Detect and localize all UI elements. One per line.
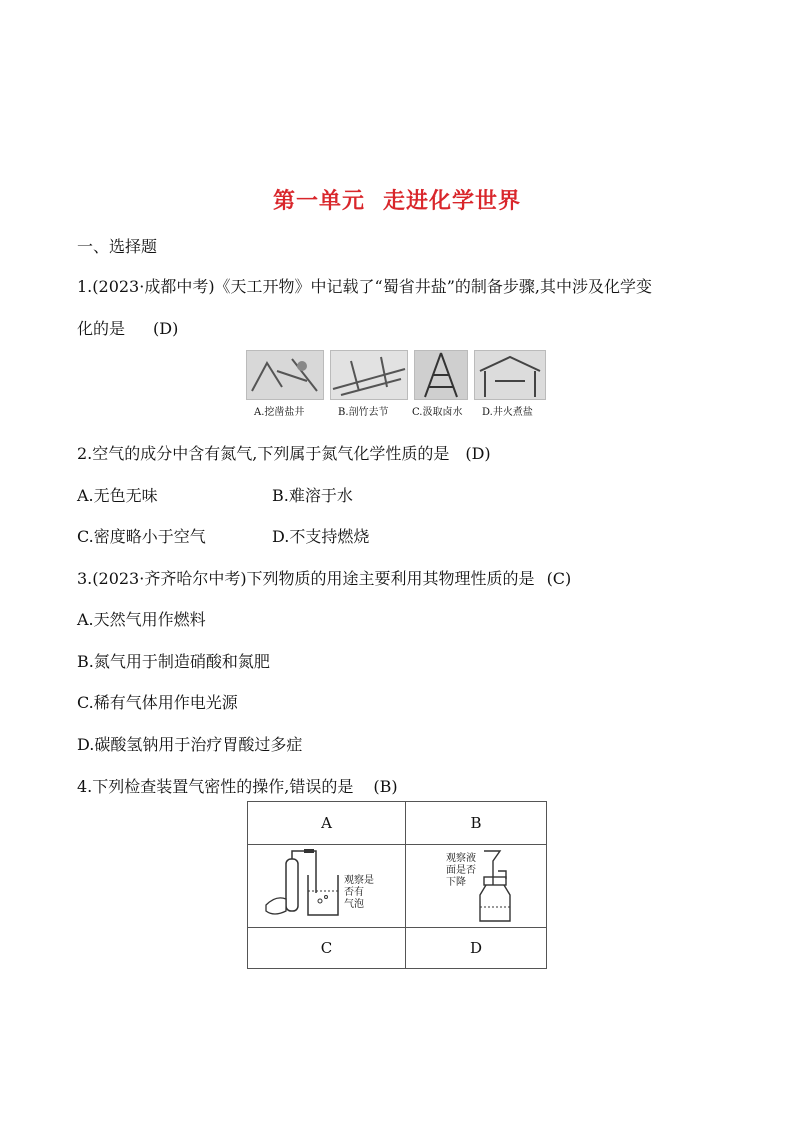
q1-stem-line2: [77, 316, 178, 339]
q2-option-d: D.不支持燃烧: [272, 527, 370, 546]
q4-label-a-line2: 否有: [344, 887, 364, 898]
q3-option-c: C.稀有气体用作电光源: [77, 693, 238, 712]
unit-name: 走进化学世界: [383, 189, 522, 214]
q3-option-d: D.碳酸氢钠用于治疗胃酸过多症: [77, 735, 303, 754]
q4-label-b-line2: 面是否: [446, 865, 476, 876]
page-title: [0, 184, 794, 215]
q4-stem: [77, 774, 398, 797]
q4-header-b: B: [406, 802, 547, 845]
salt-well-digging-image: [246, 350, 324, 400]
q4-header-a: A: [248, 802, 406, 845]
q2-answer: (D): [465, 444, 491, 463]
q4-answer: (B): [373, 777, 398, 796]
q4-label-b-line1: 观察液: [446, 853, 476, 864]
q1-caption-c: C.汲取卤水: [412, 407, 463, 418]
q3-answer: (C): [546, 569, 572, 588]
q1-caption-a: A.挖凿盐井: [254, 407, 305, 418]
q2-stem: [77, 441, 491, 464]
funnel-bottle-icon: [406, 845, 546, 927]
section-heading: 一、选择题: [77, 237, 158, 256]
q2-stem-text: 2.空气的成分中含有氮气,下列属于氮气化学性质的是: [77, 444, 450, 463]
q3-option-b: B.氮气用于制造硝酸和氮肥: [77, 652, 270, 671]
q4-header-c: C: [248, 928, 406, 969]
test-tube-beaker-icon: [248, 845, 405, 927]
q4-diagram-a: [248, 845, 406, 928]
q2-option-b: B.难溶于水: [272, 486, 353, 505]
q4-options-table: [247, 801, 547, 969]
q1-caption-d: D.井火煮盐: [482, 407, 533, 418]
q4-label-a: [344, 875, 374, 911]
q1-answer: (D): [153, 319, 179, 338]
q3-stem-text: 3.(2023·齐齐哈尔中考)下列物质的用途主要利用其物理性质的是: [77, 569, 535, 588]
q2-option-c: C.密度略小于空气: [77, 527, 206, 546]
q1-image-strip: [246, 350, 546, 420]
salt-boiling-image: [474, 350, 546, 400]
bamboo-cutting-image: [330, 350, 408, 400]
q4-label-a-line3: 气泡: [344, 899, 364, 910]
unit-number: 第一单元: [272, 189, 365, 214]
brine-drawing-image: [414, 350, 468, 400]
q4-stem-text: 4.下列检查装置气密性的操作,错误的是: [77, 777, 354, 796]
q4-diagram-b: [406, 845, 547, 928]
q4-label-a-line1: 观察是: [344, 875, 374, 886]
q3-option-a: A.天然气用作燃料: [77, 610, 206, 629]
q3-stem: [77, 566, 571, 589]
q1-caption-b: B.剖竹去节: [338, 407, 389, 418]
q1-stem-text: 化的是: [77, 319, 126, 338]
q4-header-d: D: [406, 928, 547, 969]
q4-label-b-line3: 下降: [446, 877, 466, 888]
q2-option-a: A.无色无味: [77, 486, 158, 505]
q1-stem-line1: 1.(2023·成都中考)《天工开物》中记载了“蜀省井盐”的制备步骤,其中涉及化学变: [77, 277, 653, 296]
